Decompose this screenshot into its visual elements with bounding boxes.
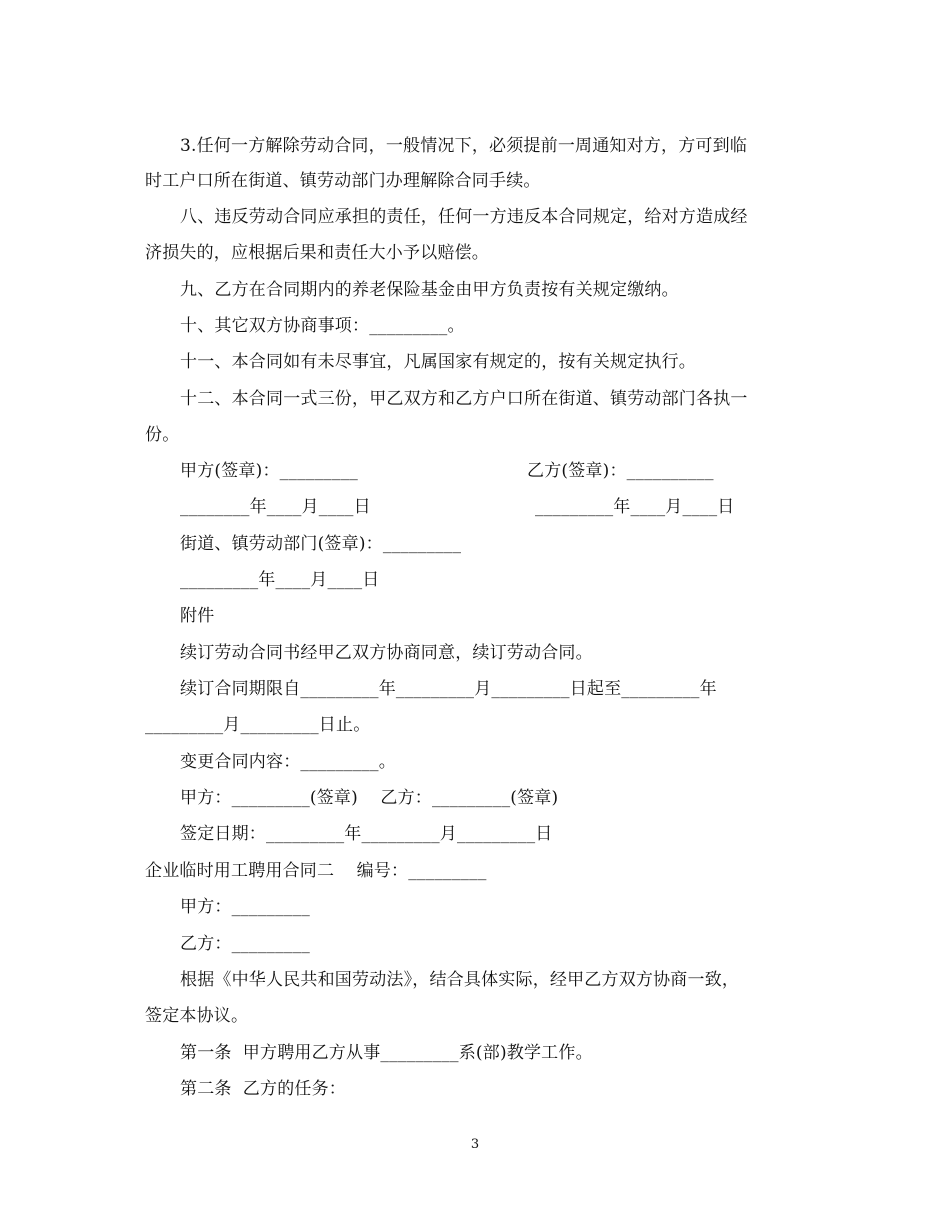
signature-line: 甲方：_________(签章) 乙方：_________(签章): [180, 788, 559, 808]
paragraph-line: 十二、本合同一式三份，甲乙双方和乙方户口所在街道、镇劳动部门各执一: [180, 389, 748, 409]
paragraph-line: 续订合同期限自_________年_________月_________日起至_________年: [180, 679, 717, 699]
paragraph-line: 时工户口所在街道、镇劳动部门办理解除合同手续。: [145, 171, 541, 191]
paragraph-line: 根据《中华人民共和国劳动法》，结合具体实际，经甲乙方双方协商一致，: [180, 970, 740, 990]
paragraph-line: 续订劳动合同书经甲乙双方协商同意，续订劳动合同。: [180, 643, 593, 663]
paragraph-line: 九、乙方在合同期内的养老保险基金由甲方负责按有关规定缴纳。: [180, 280, 679, 300]
party-b-date-line: _________年____月____日: [535, 497, 735, 517]
paragraph-line: 十、其它双方协商事项：_________。: [180, 316, 465, 336]
paragraph-line: 3.任何一方解除劳动合同，一般情况下，必须提前一周通知对方，方可到临: [180, 136, 748, 156]
paragraph-line: 十一、本合同如有未尽事宜，凡属国家有规定的，按有关规定执行。: [180, 352, 696, 372]
party-a-date-line: ________年____月____日: [180, 497, 371, 517]
party-b-signature-line: 乙方(签章)：__________: [527, 461, 714, 481]
paragraph-line: 济损失的，应根据后果和责任大小予以赔偿。: [145, 243, 489, 263]
signing-date-line: 签定日期：_________年_________月_________日: [180, 824, 553, 844]
paragraph-line: 八、违反劳动合同应承担的责任，任何一方违反本合同规定，给对方造成经: [180, 207, 748, 227]
party-b-line: 乙方：_________: [180, 934, 310, 954]
party-a-line: 甲方：_________: [180, 897, 310, 917]
contract-two-title: 企业临时用工聘用合同二 编号：_________: [145, 861, 487, 881]
page-number: 3: [470, 1137, 480, 1152]
appendix-heading: 附件: [180, 606, 215, 626]
party-a-signature-line: 甲方(签章)：_________: [180, 461, 358, 481]
paragraph-line: _________月_________日止。: [145, 715, 371, 735]
labor-dept-signature-line: 街道、镇劳动部门(签章)：_________: [180, 534, 462, 554]
article-two-line: 第二条 乙方的任务：: [180, 1079, 347, 1099]
paragraph-line: 签定本协议。: [145, 1006, 249, 1026]
labor-dept-date-line: _________年____月____日: [180, 570, 380, 590]
article-one-line: 第一条 甲方聘用乙方从事_________系(部)教学工作。: [180, 1043, 593, 1063]
paragraph-line: 份。: [145, 425, 180, 445]
paragraph-line: 变更合同内容：_________。: [180, 752, 396, 772]
